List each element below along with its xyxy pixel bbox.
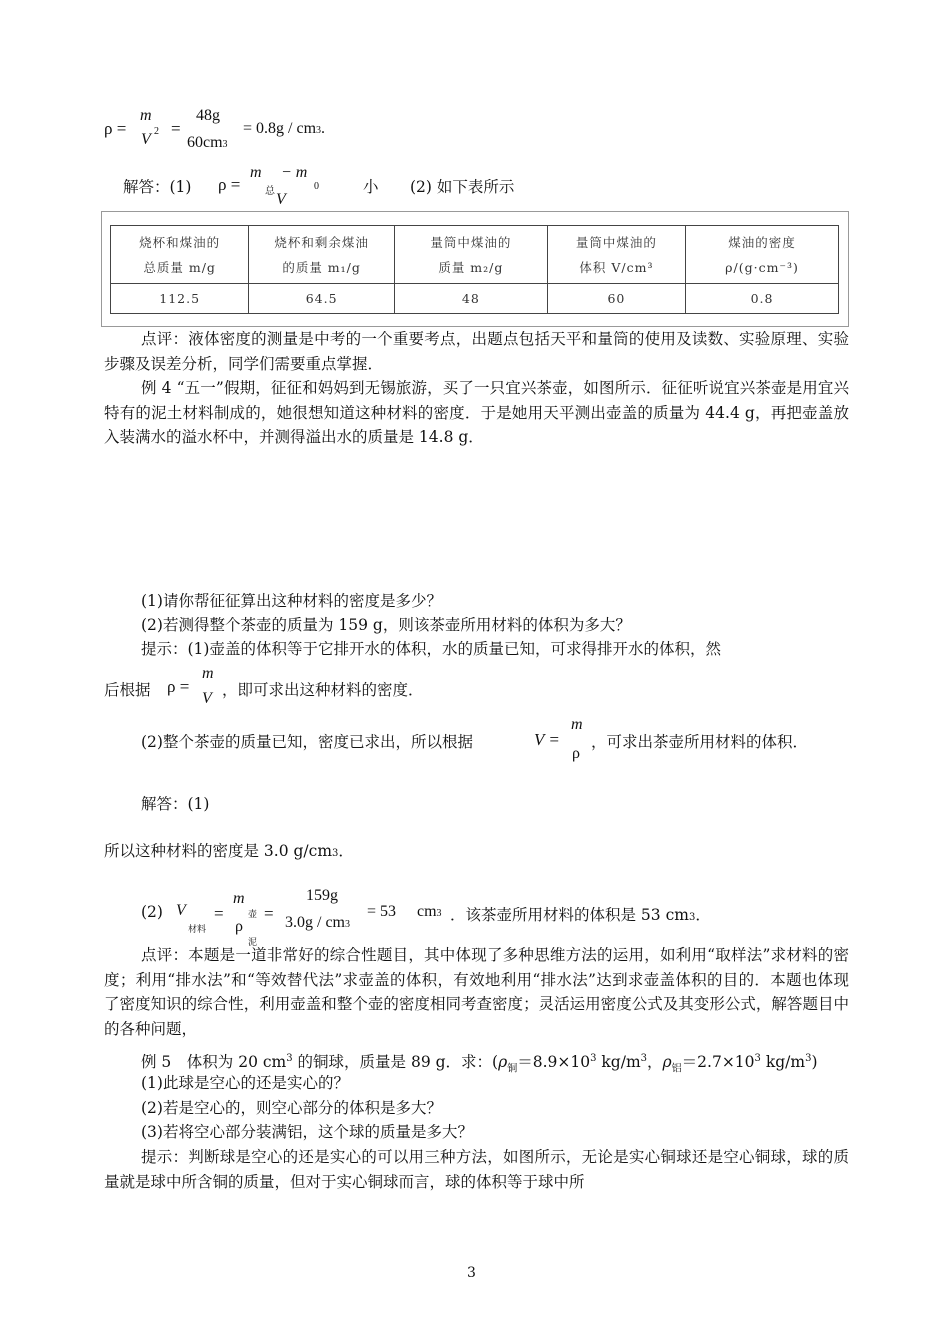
formula1-den2: 60cm3 bbox=[187, 134, 228, 151]
table-row bbox=[111, 284, 839, 314]
hint2-den: ρ bbox=[572, 745, 580, 762]
formula1-sub2: 2 bbox=[154, 126, 159, 137]
hint-5: 提示：判断球是空心的还是实心的可以用三种方法，如图所示，无论是实心铜球还是空心铜球，球的质量就是球中所含铜的质量，但对于实心铜球而言，球的体积等于球中所 bbox=[104, 1148, 849, 1191]
answer1-num-m: m bbox=[250, 164, 262, 181]
formula1-den1: V bbox=[141, 131, 151, 148]
formula2-eq2: = bbox=[264, 904, 274, 923]
formula1-num2: 48g bbox=[196, 107, 220, 124]
formula1-num1: m bbox=[140, 107, 152, 124]
question-5-2: (2)若是空心的，则空心部分的体积是多大？ bbox=[141, 1099, 442, 1117]
table-cell: 60 bbox=[547, 284, 685, 314]
answer-2-density: 所以这种材料的密度是 3.0 g/cm3． bbox=[104, 842, 354, 860]
coal-oil-density-table bbox=[110, 225, 839, 314]
formula2-den-rho: ρ bbox=[235, 918, 243, 935]
answer1-part2: (2) 如下表所示 bbox=[410, 178, 515, 196]
table-cell: 48 bbox=[394, 284, 547, 314]
formula1-lhs: ρ = bbox=[104, 119, 127, 138]
answer1-num-sub: 总 bbox=[265, 186, 275, 197]
formula1-result: = 0.8g / cm3. bbox=[243, 120, 326, 137]
hint2-num: m bbox=[571, 716, 583, 733]
table-header-row bbox=[111, 226, 839, 284]
formula2-eq1: = bbox=[214, 904, 224, 923]
table-header-cell: 烧杯和煤油的 总质量 m/g bbox=[111, 226, 249, 284]
table-header-cell: 量筒中煤油的 体积 V/cm³ bbox=[547, 226, 685, 284]
question-5-1: (1)此球是空心的还是实心的？ bbox=[141, 1074, 349, 1092]
hint2-V: V = bbox=[534, 730, 560, 749]
formula2-V: V bbox=[176, 902, 186, 919]
page-number: 3 bbox=[467, 1265, 476, 1281]
question-5-3: (3)若将空心部分装满铝，这个球的质量是多大？ bbox=[141, 1123, 473, 1141]
formula1-eq: = bbox=[171, 119, 181, 138]
formula2-V-sub: 材料 bbox=[188, 925, 207, 935]
formula2-num2: 159g bbox=[306, 887, 338, 904]
table-header-cell: 量筒中煤油的 质量 m₂/g bbox=[394, 226, 547, 284]
comment-2: 点评：本题是一道非常好的综合性题目，其中体现了多种思维方法的运用，如利用“取样法”求材料的密度；利用“排水法”和“等效替代法”求壶盖的体积，有效地利用“排水法”达到求壶盖体积的目的．本题也体现了密度知识的综合性，利用壶盖和整个壶的密度相同考查密度；灵活运用密度公式及其变形公式，解答题目中的各种问题， bbox=[104, 946, 849, 1038]
answer1-den: V bbox=[276, 191, 286, 208]
formula2-num-sub: 壶 bbox=[248, 910, 258, 920]
hint1-num: m bbox=[202, 665, 214, 682]
formula2-text: ．该茶壶所用材料的体积是 53 cm3． bbox=[450, 906, 711, 924]
formula2-label: (2) bbox=[141, 903, 163, 921]
question-2: (2)若测得整个茶壶的质量为 159 g，则该茶壶所用材料的体积为多大？ bbox=[141, 616, 631, 634]
comment-1: 点评：液体密度的测量是中考的一个重要考点，出题点包括天平和量筒的使用及读数、实验原理、实验步骤及误差分析，同学们需要重点掌握． bbox=[104, 330, 849, 373]
answer1-num-sub0: 0 bbox=[314, 181, 319, 192]
formula2-den2: 3.0g / cm3 bbox=[285, 914, 350, 931]
answer1-rho: ρ = bbox=[218, 175, 241, 194]
answer-2: 解答：(1) bbox=[141, 795, 210, 813]
table-cell: 0.8 bbox=[686, 284, 839, 314]
hint1-den: V bbox=[202, 690, 212, 707]
hint2-post: ，可求出茶壶所用材料的体积． bbox=[591, 733, 809, 751]
table-header-cell: 煤油的密度 ρ/(g·cm⁻³) bbox=[686, 226, 839, 284]
answer1-small: 小 bbox=[363, 178, 379, 196]
table-cell: 64.5 bbox=[249, 284, 395, 314]
hint1-post: ，即可求出这种材料的密度． bbox=[222, 681, 424, 699]
formula2-unit: cm3 bbox=[417, 903, 442, 920]
formula2-den-sub: 泥 bbox=[248, 938, 258, 948]
example-4: 例 4 “五一”假期，征征和妈妈到无锡旅游，买了一只宜兴茶壶，如图所示．征征听说宜兴茶壶是用宜兴特有的泥土材料制成的，她很想知道这种材料的密度．于是她用天平测出壶盖的质量为 44.4 g，再把壶盖放入装满水的溢水杯中，并测得溢出水的质量是 14.8 g． bbox=[104, 379, 849, 446]
question-1: (1)请你帮征征算出这种材料的密度是多少？ bbox=[141, 592, 442, 610]
hint1-pre: 后根据 bbox=[104, 681, 151, 699]
answer1-num-minus: − m bbox=[281, 164, 308, 181]
coal-oil-density-table-frame bbox=[101, 211, 849, 327]
formula2-num-m: m bbox=[233, 890, 245, 907]
hint2-pre: (2)整个茶壶的质量已知，密度已求出，所以根据 bbox=[141, 733, 473, 751]
hint-1-line-a: 提示：(1)壶盖的体积等于它排开水的体积，水的质量已知，可求得排开水的体积，然 bbox=[141, 640, 721, 658]
table-header-cell: 烧杯和剩余煤油 的质量 m₁/g bbox=[249, 226, 395, 284]
hint1-rho: ρ = bbox=[167, 677, 190, 696]
example-5: 例 5 体积为 20 $cm^3$ 的铜球，质量是 89 g．求：($\rho_铜=8.9\times 10^3$ $kg/m^3$，$\rho_铝=2.7\times 10^3$ $kg/m^3$) bbox=[141, 1053, 818, 1075]
table-cell: 112.5 bbox=[111, 284, 249, 314]
formula2-result: = 53 bbox=[367, 903, 397, 920]
answer1-prefix: 解答：(1) bbox=[123, 178, 192, 196]
